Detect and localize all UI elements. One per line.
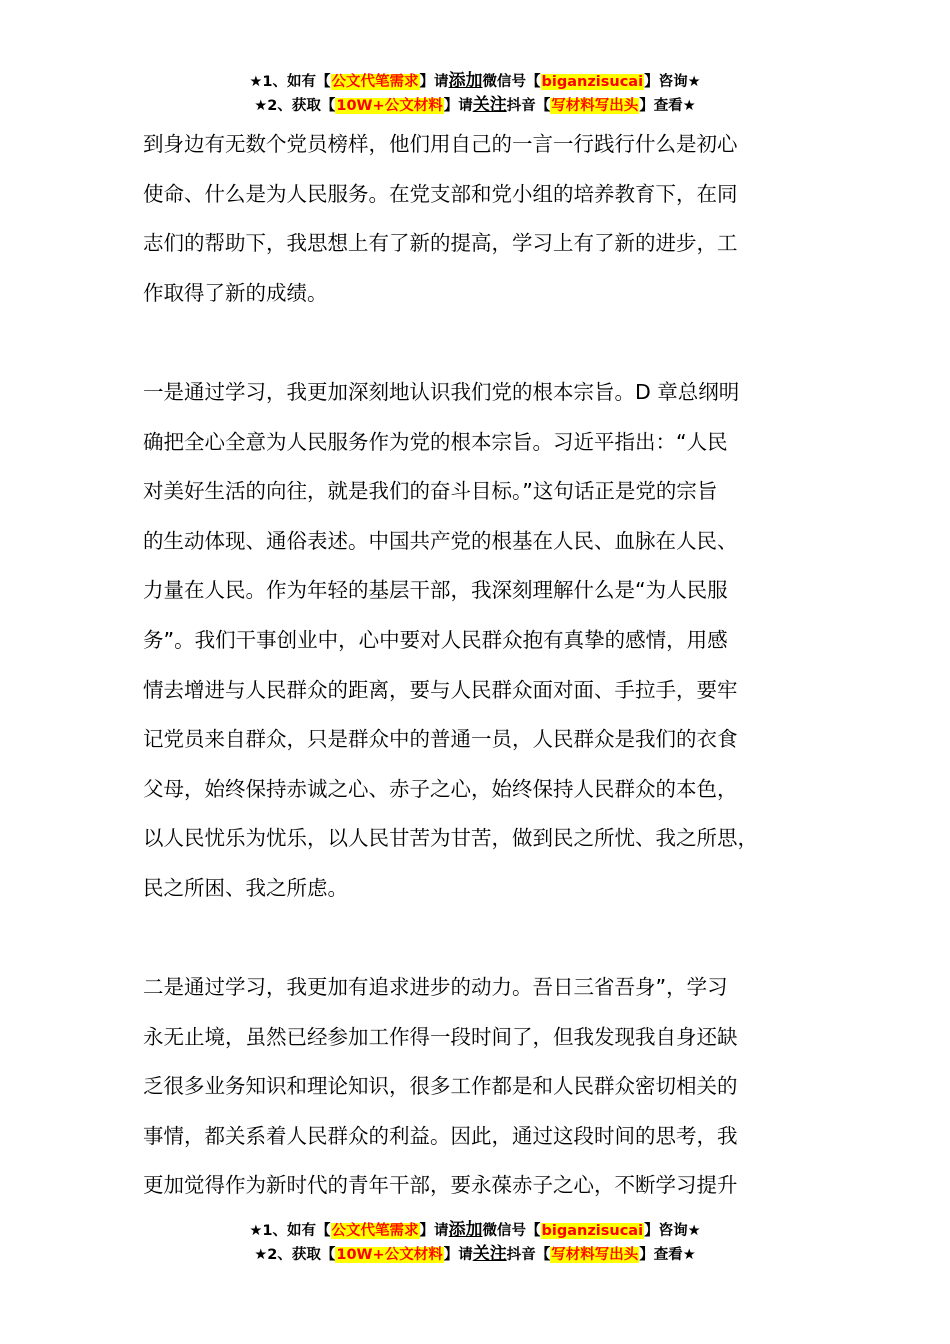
- banner-line-1: ★1、如有【公文代笔需求】请添加微信号【biganzisucai】咨询★: [249, 1220, 701, 1240]
- text-line: 事情，都关系着人民群众的利益。因此，通过这段时间的思考，我: [143, 1123, 738, 1148]
- text-line: 对美好生活的向往，就是我们的奋斗目标。”这句话正是党的宗旨: [143, 479, 718, 504]
- header-banner: [0, 70, 950, 118]
- banner-wechat-id: biganzisucai: [541, 1223, 644, 1239]
- text-line: 以人民忧乐为忧乐，以人民甘苦为甘苦，做到民之所忧、我之所思，: [143, 826, 758, 851]
- text-line: 一是通过学习，我更加深刻地认识我们党的根本宗旨。D 章总纲明: [143, 379, 740, 404]
- banner-wechat-id: biganzisucai: [541, 74, 644, 90]
- paragraph-1: [143, 120, 833, 318]
- banner-highlight-service: 公文代笔需求: [331, 74, 419, 90]
- text-line: 永无止境，虽然已经参加工作得一段时间了，但我发现我自身还缺: [143, 1024, 738, 1049]
- text-line: 作取得了新的成绩。: [143, 280, 328, 305]
- text-line: 记党员来自群众，只是群众中的普通一员，人民群众是我们的衣食: [143, 727, 738, 752]
- paragraph-2: [143, 368, 833, 914]
- banner-highlight-materials: 10W+公文材料: [336, 98, 443, 114]
- banner-line-1: ★1、如有【公文代笔需求】请添加微信号【biganzisucai】咨询★: [249, 71, 701, 91]
- text-line: 到身边有无数个党员榜样，他们用自己的一言一行践行什么是初心: [143, 132, 738, 156]
- banner-emphasis-follow: 关注: [472, 1244, 507, 1264]
- text-line: 使命、什么是为人民服务。在党支部和党小组的培养教育下，在同: [143, 181, 738, 206]
- text-line: 确把全心全意为人民服务作为党的根本宗旨。习近平指出：“人民: [143, 429, 728, 454]
- footer-banner: [0, 1219, 950, 1267]
- banner-line-2: ★2、获取【10W+公文材料】请关注抖音【写材料写出头】查看★: [254, 95, 696, 115]
- text-line: 力量在人民。作为年轻的基层干部，我深刻理解什么是“为人民服: [143, 578, 728, 603]
- text-line: 乏很多业务知识和理论知识，很多工作都是和人民群众密切相关的: [143, 1074, 738, 1099]
- text-line: 的生动体现、通俗表述。中国共产党的根基在人民、血脉在人民、: [143, 528, 738, 553]
- banner-line-2: ★2、获取【10W+公文材料】请关注抖音【写材料写出头】查看★: [254, 1244, 696, 1264]
- text-line: 更加觉得作为新时代的青年干部，要永葆赤子之心，不断学习提升: [143, 1173, 738, 1198]
- banner-highlight-service: 公文代笔需求: [331, 1223, 419, 1239]
- text-line: 务”。我们干事创业中，心中要对人民群众抱有真挚的感情，用感: [143, 627, 728, 652]
- banner-emphasis-follow: 关注: [472, 95, 507, 115]
- banner-emphasis-add: 添加: [448, 71, 483, 91]
- text-line: 父母，始终保持赤诚之心、赤子之心，始终保持人民群众的本色，: [143, 776, 738, 801]
- banner-emphasis-add: 添加: [448, 1220, 483, 1240]
- banner-douyin-id: 写材料写出头: [551, 1247, 639, 1263]
- text-line: 情去增进与人民群众的距离，要与人民群众面对面、手拉手，要牢: [143, 677, 738, 702]
- banner-highlight-materials: 10W+公文材料: [336, 1247, 443, 1263]
- document-body: [143, 120, 833, 1211]
- paragraph-3: [143, 963, 833, 1211]
- text-line: 志们的帮助下，我思想上有了新的提高，学习上有了新的进步，工: [143, 231, 738, 256]
- banner-douyin-id: 写材料写出头: [551, 98, 639, 114]
- text-line: 二是通过学习，我更加有追求进步的动力。吾日三省吾身”，学习: [143, 975, 728, 1000]
- text-line: 民之所困、我之所虑。: [143, 875, 348, 900]
